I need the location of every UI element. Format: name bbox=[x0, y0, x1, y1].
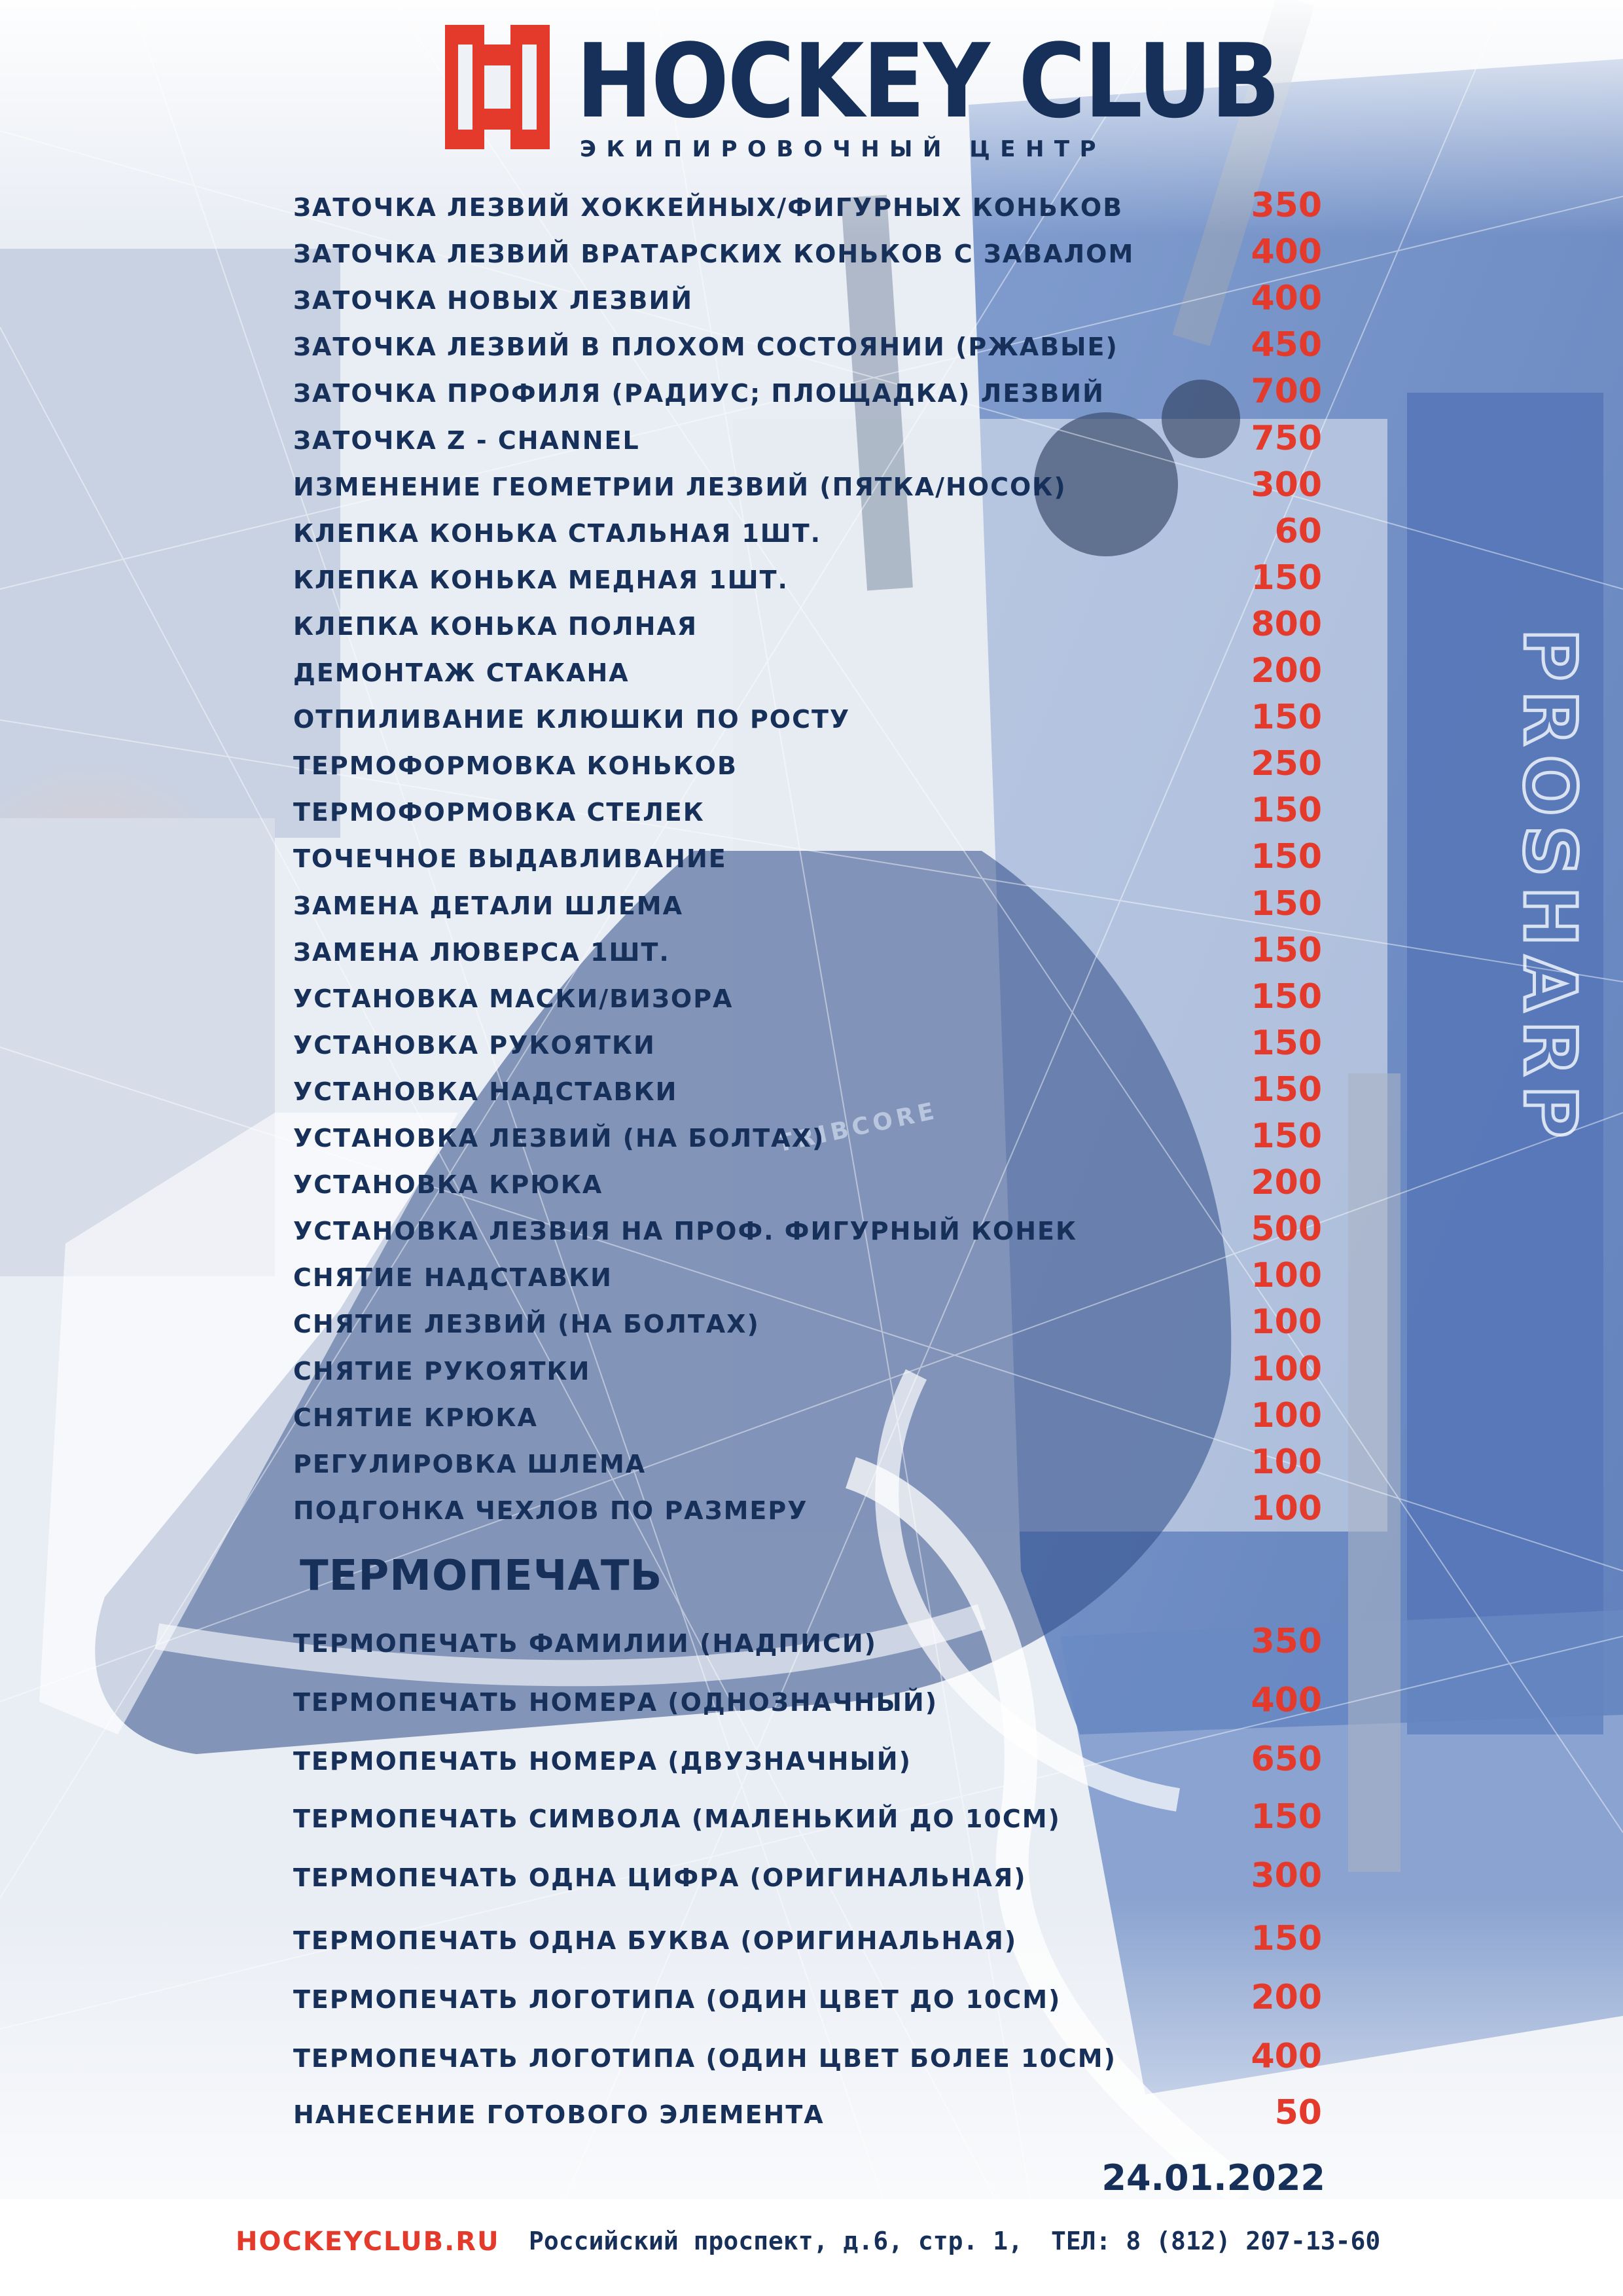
price-row bbox=[293, 789, 1322, 835]
machine-label: PROSHARP bbox=[1508, 628, 1592, 1147]
service-name: УСТАНОВКА ЛЕЗВИЯ НА ПРОФ. ФИГУРНЫЙ КОНЕК bbox=[293, 1217, 1078, 1246]
skate-label: TRIBCORE bbox=[774, 1097, 940, 1158]
footer bbox=[0, 2212, 1623, 2296]
service-name: ТЕРМОПЕЧАТЬ НОМЕРА (ДВУЗНАЧНЫЙ) bbox=[293, 1747, 912, 1776]
service-price: 150 bbox=[1251, 930, 1322, 970]
service-price: 300 bbox=[1251, 1856, 1322, 1895]
price-row bbox=[293, 743, 1322, 789]
service-price: 150 bbox=[1251, 1069, 1322, 1109]
price-row bbox=[293, 1022, 1322, 1068]
service-price: 350 bbox=[1251, 1622, 1322, 1661]
brand-logo bbox=[445, 22, 1279, 162]
service-name: ЗАТОЧКА ЛЕЗВИЙ ВРАТАРСКИХ КОНЬКОВ С ЗАВАЛОМ bbox=[293, 240, 1135, 269]
service-price: 300 bbox=[1251, 465, 1322, 505]
price-row bbox=[293, 1162, 1322, 1208]
service-name: УСТАНОВКА МАСКИ/ВИЗОРА bbox=[293, 984, 734, 1013]
service-name: КЛЕПКА КОНЬКА МЕДНАЯ 1ШТ. bbox=[293, 565, 789, 594]
service-price: 60 bbox=[1274, 511, 1322, 551]
price-row bbox=[293, 883, 1322, 929]
service-name: РЕГУЛИРОВКА ШЛЕМА bbox=[293, 1449, 647, 1479]
service-name: ТЕРМОПЕЧАТЬ ЛОГОТИПА (ОДИН ЦВЕТ БОЛЕЕ 10СМ) bbox=[293, 2044, 1116, 2073]
service-name: ЗАТОЧКА НОВЫХ ЛЕЗВИЙ bbox=[293, 286, 694, 315]
footer-phone[interactable]: ТЕЛ: 8 (812) 207-13-60 bbox=[1051, 2227, 1381, 2255]
service-price: 500 bbox=[1251, 1210, 1322, 1249]
service-price: 400 bbox=[1251, 279, 1322, 319]
price-row bbox=[293, 324, 1322, 370]
service-name: ОТПИЛИВАНИЕ КЛЮШКИ ПО РОСТУ bbox=[293, 705, 851, 734]
price-row bbox=[293, 696, 1322, 742]
price-row bbox=[293, 1255, 1322, 1300]
service-name: ЗАТОЧКА ЛЕЗВИЙ ХОККЕЙНЫХ/ФИГУРНЫХ КОНЬКОВ bbox=[293, 193, 1124, 222]
service-name: ТЕРМОПЕЧАТЬ НОМЕРА (ОДНОЗНАЧНЫЙ) bbox=[293, 1688, 938, 1717]
service-name: ПОДГОНКА ЧЕХЛОВ ПО РАЗМЕРУ bbox=[293, 1496, 808, 1525]
service-price: 150 bbox=[1251, 884, 1322, 924]
service-price: 450 bbox=[1251, 325, 1322, 365]
price-row bbox=[293, 464, 1322, 510]
service-price: 100 bbox=[1251, 1302, 1322, 1342]
price-row bbox=[293, 1441, 1322, 1487]
price-row bbox=[293, 1395, 1322, 1441]
price-row bbox=[293, 836, 1322, 882]
price-row bbox=[293, 1738, 1322, 1784]
service-name: ТЕРМОПЕЧАТЬ ЛОГОТИПА (ОДИН ЦВЕТ ДО 10СМ) bbox=[293, 1985, 1061, 2014]
service-name: ЗАТОЧКА ЛЕЗВИЙ В ПЛОХОМ СОСТОЯНИИ (РЖАВЫЕ) bbox=[293, 332, 1118, 362]
service-price: 150 bbox=[1251, 698, 1322, 738]
price-row bbox=[293, 511, 1322, 556]
service-name: ТЕРМОПЕЧАТЬ СИМВОЛА (МАЛЕНЬКИЙ ДО 10СМ) bbox=[293, 1804, 1061, 1833]
service-price: 400 bbox=[1251, 232, 1322, 272]
service-name: СНЯТИЕ ЛЕЗВИЙ (НА БОЛТАХ) bbox=[293, 1310, 760, 1339]
service-name: УСТАНОВКА НАДСТАВКИ bbox=[293, 1077, 678, 1106]
price-row bbox=[293, 557, 1322, 603]
service-price: 400 bbox=[1251, 2037, 1322, 2076]
footer-address: Российский проспект, д.6, стр. 1, bbox=[529, 2227, 1023, 2255]
hockey-club-h-icon bbox=[445, 25, 550, 149]
service-price: 200 bbox=[1251, 1163, 1322, 1203]
thermo-section-title: ТЕРМОПЕЧАТЬ bbox=[300, 1552, 663, 1600]
service-price: 50 bbox=[1274, 2093, 1322, 2132]
service-price: 150 bbox=[1251, 1117, 1322, 1156]
price-row bbox=[293, 603, 1322, 649]
service-name: ТЕРМОПЕЧАТЬ ФАМИЛИИ (НАДПИСИ) bbox=[293, 1629, 878, 1658]
service-price: 100 bbox=[1251, 1488, 1322, 1528]
service-price: 350 bbox=[1251, 186, 1322, 225]
price-row bbox=[293, 1115, 1322, 1161]
service-name: КЛЕПКА КОНЬКА СТАЛЬНАЯ 1ШТ. bbox=[293, 518, 822, 548]
service-price: 100 bbox=[1251, 1395, 1322, 1435]
service-price: 750 bbox=[1251, 418, 1322, 458]
service-name: ТЕРМОПЕЧАТЬ ОДНА БУКВА (ОРИГИНАЛЬНАЯ) bbox=[293, 1926, 1018, 1955]
service-price: 150 bbox=[1251, 791, 1322, 831]
service-price: 200 bbox=[1251, 1978, 1322, 2017]
service-name: ДЕМОНТАЖ СТАКАНА bbox=[293, 658, 630, 687]
service-name: ИЗМЕНЕНИЕ ГЕОМЕТРИИ ЛЕЗВИЙ (ПЯТКА/НОСОК) bbox=[293, 472, 1067, 501]
service-name: ТОЧЕЧНОЕ ВЫДАВЛИВАНИЕ bbox=[293, 844, 727, 874]
service-name: КЛЕПКА КОНЬКА ПОЛНАЯ bbox=[293, 611, 698, 641]
service-price: 250 bbox=[1251, 744, 1322, 784]
price-row bbox=[293, 1855, 1322, 1901]
price-row bbox=[293, 1977, 1322, 2022]
price-row bbox=[293, 1301, 1322, 1347]
price-row bbox=[293, 1488, 1322, 1534]
service-name: УСТАНОВКА РУКОЯТКИ bbox=[293, 1030, 656, 1060]
service-price: 100 bbox=[1251, 1256, 1322, 1296]
service-price: 400 bbox=[1251, 1681, 1322, 1720]
price-row bbox=[293, 2092, 1322, 2138]
brand-subtitle: ЭКИПИРОВОЧНЫЙ ЦЕНТР bbox=[580, 136, 1107, 162]
price-row bbox=[293, 278, 1322, 323]
service-price: 150 bbox=[1251, 1797, 1322, 1837]
service-price: 150 bbox=[1251, 837, 1322, 877]
service-price: 100 bbox=[1251, 1442, 1322, 1482]
service-name: ТЕРМОФОРМОВКА СТЕЛЕК bbox=[293, 798, 705, 827]
price-row bbox=[293, 1796, 1322, 1842]
service-name: ЗАТОЧКА Z - CHANNEL bbox=[293, 425, 640, 455]
service-price: 150 bbox=[1251, 1919, 1322, 1958]
price-row bbox=[293, 1918, 1322, 1964]
price-row bbox=[293, 231, 1322, 277]
price-row bbox=[293, 2036, 1322, 2081]
price-row bbox=[293, 370, 1322, 416]
price-row bbox=[293, 976, 1322, 1022]
service-name: УСТАНОВКА КРЮКА bbox=[293, 1170, 603, 1200]
price-row bbox=[293, 418, 1322, 463]
service-name: УСТАНОВКА ЛЕЗВИЙ (НА БОЛТАХ) bbox=[293, 1124, 825, 1153]
price-row bbox=[293, 1621, 1322, 1666]
service-name: ЗАМЕНА ЛЮВЕРСА 1ШТ. bbox=[293, 937, 670, 967]
service-price: 650 bbox=[1251, 1740, 1322, 1779]
service-name: СНЯТИЕ КРЮКА bbox=[293, 1403, 538, 1432]
service-price: 800 bbox=[1251, 604, 1322, 644]
service-name: ЗАМЕНА ДЕТАЛИ ШЛЕМА bbox=[293, 891, 684, 920]
service-name: ТЕРМОФОРМОВКА КОНЬКОВ bbox=[293, 751, 738, 781]
service-name: ТЕРМОПЕЧАТЬ ОДНА ЦИФРА (ОРИГИНАЛЬНАЯ) bbox=[293, 1863, 1027, 1892]
price-row bbox=[293, 929, 1322, 975]
service-price: 150 bbox=[1251, 977, 1322, 1016]
price-row bbox=[293, 650, 1322, 696]
footer-website-link[interactable]: HOCKEYCLUB.RU bbox=[236, 2227, 500, 2257]
price-row bbox=[293, 1679, 1322, 1725]
price-row bbox=[293, 1348, 1322, 1394]
service-price: 150 bbox=[1251, 1023, 1322, 1063]
price-row bbox=[293, 185, 1322, 230]
service-name: СНЯТИЕ НАДСТАВКИ bbox=[293, 1263, 613, 1293]
service-price: 700 bbox=[1251, 372, 1322, 412]
service-name: ЗАТОЧКА ПРОФИЛЯ (РАДИУС; ПЛОЩАДКА) ЛЕЗВИЙ bbox=[293, 379, 1105, 408]
service-price: 150 bbox=[1251, 558, 1322, 598]
price-row bbox=[293, 1208, 1322, 1254]
service-price: 200 bbox=[1251, 651, 1322, 691]
service-name: НАНЕСЕНИЕ ГОТОВОГО ЭЛЕМЕНТА bbox=[293, 2100, 825, 2129]
brand-name: HOCKEY CLUB bbox=[576, 22, 1279, 141]
price-row bbox=[293, 1069, 1322, 1115]
service-name: СНЯТИЕ РУКОЯТКИ bbox=[293, 1356, 591, 1386]
service-price: 100 bbox=[1251, 1349, 1322, 1389]
price-date: 24.01.2022 bbox=[1101, 2157, 1325, 2198]
